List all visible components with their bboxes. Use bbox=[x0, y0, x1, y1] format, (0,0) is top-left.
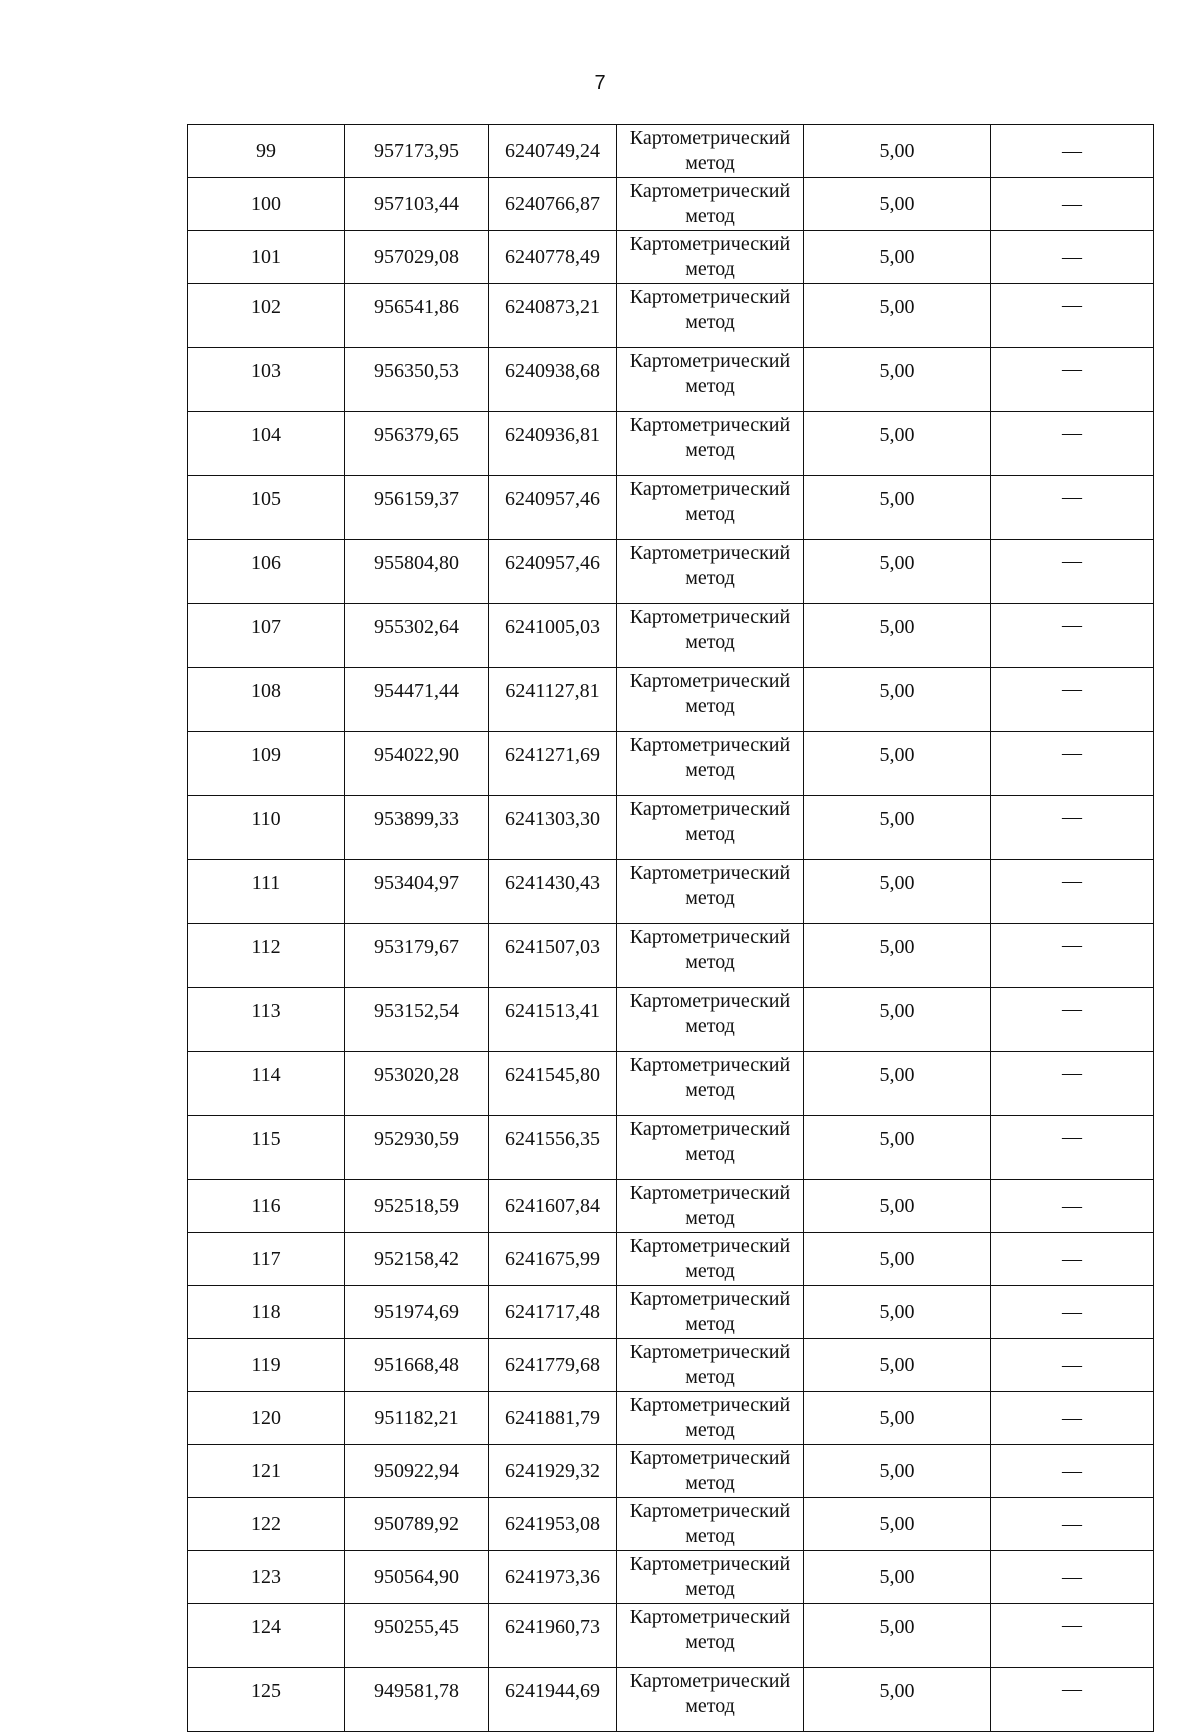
y-coordinate-cell: 6241717,48 bbox=[489, 1286, 617, 1339]
note-dash-cell: — bbox=[991, 796, 1154, 860]
accuracy-cell: 5,00 bbox=[804, 732, 991, 796]
method-cell: Картометрический метод bbox=[617, 540, 804, 604]
note-dash-cell: — bbox=[991, 1551, 1154, 1604]
table-row bbox=[188, 1551, 1154, 1604]
note-dash-cell: — bbox=[991, 1498, 1154, 1551]
accuracy-cell: 5,00 bbox=[804, 796, 991, 860]
table-row bbox=[188, 412, 1154, 476]
table-row bbox=[188, 924, 1154, 988]
point-number-cell: 120 bbox=[188, 1392, 345, 1445]
note-dash-cell: — bbox=[991, 732, 1154, 796]
table-row bbox=[188, 1604, 1154, 1668]
method-cell: Картометрический метод bbox=[617, 1233, 804, 1286]
accuracy-cell: 5,00 bbox=[804, 1286, 991, 1339]
y-coordinate-cell: 6241973,36 bbox=[489, 1551, 617, 1604]
method-cell: Картометрический метод bbox=[617, 1180, 804, 1233]
method-cell: Картометрический метод bbox=[617, 1392, 804, 1445]
accuracy-cell: 5,00 bbox=[804, 348, 991, 412]
point-number-cell: 109 bbox=[188, 732, 345, 796]
method-cell: Картометрический метод bbox=[617, 178, 804, 231]
point-number-cell: 110 bbox=[188, 796, 345, 860]
x-coordinate-cell: 950789,92 bbox=[345, 1498, 489, 1551]
method-cell: Картометрический метод bbox=[617, 1052, 804, 1116]
table-row bbox=[188, 1286, 1154, 1339]
accuracy-cell: 5,00 bbox=[804, 412, 991, 476]
note-dash-cell: — bbox=[991, 540, 1154, 604]
x-coordinate-cell: 950255,45 bbox=[345, 1604, 489, 1668]
method-cell: Картометрический метод bbox=[617, 1551, 804, 1604]
accuracy-cell: 5,00 bbox=[804, 988, 991, 1052]
y-coordinate-cell: 6241675,99 bbox=[489, 1233, 617, 1286]
accuracy-cell: 5,00 bbox=[804, 1668, 991, 1732]
method-cell: Картометрический метод bbox=[617, 732, 804, 796]
note-dash-cell: — bbox=[991, 1180, 1154, 1233]
method-cell: Картометрический метод bbox=[617, 924, 804, 988]
table-row bbox=[188, 1668, 1154, 1732]
note-dash-cell: — bbox=[991, 1604, 1154, 1668]
y-coordinate-cell: 6240873,21 bbox=[489, 284, 617, 348]
coordinates-table bbox=[187, 124, 1154, 1732]
x-coordinate-cell: 953152,54 bbox=[345, 988, 489, 1052]
point-number-cell: 121 bbox=[188, 1445, 345, 1498]
note-dash-cell: — bbox=[991, 1339, 1154, 1392]
point-number-cell: 114 bbox=[188, 1052, 345, 1116]
note-dash-cell: — bbox=[991, 1233, 1154, 1286]
x-coordinate-cell: 953404,97 bbox=[345, 860, 489, 924]
point-number-cell: 99 bbox=[188, 125, 345, 178]
x-coordinate-cell: 957103,44 bbox=[345, 178, 489, 231]
point-number-cell: 118 bbox=[188, 1286, 345, 1339]
y-coordinate-cell: 6241507,03 bbox=[489, 924, 617, 988]
method-cell: Картометрический метод bbox=[617, 668, 804, 732]
x-coordinate-cell: 952930,59 bbox=[345, 1116, 489, 1180]
note-dash-cell: — bbox=[991, 1116, 1154, 1180]
table-row bbox=[188, 476, 1154, 540]
accuracy-cell: 5,00 bbox=[804, 284, 991, 348]
x-coordinate-cell: 954022,90 bbox=[345, 732, 489, 796]
x-coordinate-cell: 957029,08 bbox=[345, 231, 489, 284]
method-cell: Картометрический метод bbox=[617, 1498, 804, 1551]
method-cell: Картометрический метод bbox=[617, 860, 804, 924]
point-number-cell: 119 bbox=[188, 1339, 345, 1392]
y-coordinate-cell: 6241953,08 bbox=[489, 1498, 617, 1551]
table-row bbox=[188, 796, 1154, 860]
table-row bbox=[188, 1498, 1154, 1551]
table-row bbox=[188, 348, 1154, 412]
point-number-cell: 123 bbox=[188, 1551, 345, 1604]
table-row bbox=[188, 604, 1154, 668]
x-coordinate-cell: 953899,33 bbox=[345, 796, 489, 860]
y-coordinate-cell: 6240936,81 bbox=[489, 412, 617, 476]
x-coordinate-cell: 957173,95 bbox=[345, 125, 489, 178]
method-cell: Картометрический метод bbox=[617, 796, 804, 860]
y-coordinate-cell: 6241929,32 bbox=[489, 1445, 617, 1498]
point-number-cell: 112 bbox=[188, 924, 345, 988]
accuracy-cell: 5,00 bbox=[804, 924, 991, 988]
point-number-cell: 115 bbox=[188, 1116, 345, 1180]
table-row bbox=[188, 540, 1154, 604]
y-coordinate-cell: 6240938,68 bbox=[489, 348, 617, 412]
table-row bbox=[188, 732, 1154, 796]
point-number-cell: 105 bbox=[188, 476, 345, 540]
note-dash-cell: — bbox=[991, 348, 1154, 412]
point-number-cell: 102 bbox=[188, 284, 345, 348]
point-number-cell: 125 bbox=[188, 1668, 345, 1732]
method-cell: Картометрический метод bbox=[617, 125, 804, 178]
table-row bbox=[188, 860, 1154, 924]
point-number-cell: 117 bbox=[188, 1233, 345, 1286]
accuracy-cell: 5,00 bbox=[804, 1233, 991, 1286]
x-coordinate-cell: 955804,80 bbox=[345, 540, 489, 604]
point-number-cell: 124 bbox=[188, 1604, 345, 1668]
method-cell: Картометрический метод bbox=[617, 348, 804, 412]
table-row bbox=[188, 231, 1154, 284]
y-coordinate-cell: 6240778,49 bbox=[489, 231, 617, 284]
x-coordinate-cell: 951974,69 bbox=[345, 1286, 489, 1339]
x-coordinate-cell: 956379,65 bbox=[345, 412, 489, 476]
accuracy-cell: 5,00 bbox=[804, 1445, 991, 1498]
point-number-cell: 113 bbox=[188, 988, 345, 1052]
x-coordinate-cell: 949581,78 bbox=[345, 1668, 489, 1732]
method-cell: Картометрический метод bbox=[617, 604, 804, 668]
accuracy-cell: 5,00 bbox=[804, 476, 991, 540]
note-dash-cell: — bbox=[991, 604, 1154, 668]
table-row bbox=[188, 988, 1154, 1052]
y-coordinate-cell: 6241303,30 bbox=[489, 796, 617, 860]
y-coordinate-cell: 6241271,69 bbox=[489, 732, 617, 796]
point-number-cell: 106 bbox=[188, 540, 345, 604]
x-coordinate-cell: 956541,86 bbox=[345, 284, 489, 348]
method-cell: Картометрический метод bbox=[617, 1286, 804, 1339]
method-cell: Картометрический метод bbox=[617, 412, 804, 476]
x-coordinate-cell: 951182,21 bbox=[345, 1392, 489, 1445]
x-coordinate-cell: 956159,37 bbox=[345, 476, 489, 540]
y-coordinate-cell: 6240766,87 bbox=[489, 178, 617, 231]
x-coordinate-cell: 956350,53 bbox=[345, 348, 489, 412]
y-coordinate-cell: 6241513,41 bbox=[489, 988, 617, 1052]
x-coordinate-cell: 952518,59 bbox=[345, 1180, 489, 1233]
note-dash-cell: — bbox=[991, 924, 1154, 988]
accuracy-cell: 5,00 bbox=[804, 1604, 991, 1668]
accuracy-cell: 5,00 bbox=[804, 668, 991, 732]
x-coordinate-cell: 950564,90 bbox=[345, 1551, 489, 1604]
x-coordinate-cell: 952158,42 bbox=[345, 1233, 489, 1286]
table-row bbox=[188, 1339, 1154, 1392]
x-coordinate-cell: 950922,94 bbox=[345, 1445, 489, 1498]
y-coordinate-cell: 6241881,79 bbox=[489, 1392, 617, 1445]
note-dash-cell: — bbox=[991, 1052, 1154, 1116]
method-cell: Картометрический метод bbox=[617, 1604, 804, 1668]
note-dash-cell: — bbox=[991, 1286, 1154, 1339]
x-coordinate-cell: 953020,28 bbox=[345, 1052, 489, 1116]
note-dash-cell: — bbox=[991, 1668, 1154, 1732]
table-row bbox=[188, 668, 1154, 732]
y-coordinate-cell: 6241005,03 bbox=[489, 604, 617, 668]
table-row bbox=[188, 1052, 1154, 1116]
point-number-cell: 103 bbox=[188, 348, 345, 412]
accuracy-cell: 5,00 bbox=[804, 178, 991, 231]
accuracy-cell: 5,00 bbox=[804, 1116, 991, 1180]
x-coordinate-cell: 951668,48 bbox=[345, 1339, 489, 1392]
note-dash-cell: — bbox=[991, 1392, 1154, 1445]
accuracy-cell: 5,00 bbox=[804, 1392, 991, 1445]
method-cell: Картометрический метод bbox=[617, 988, 804, 1052]
method-cell: Картометрический метод bbox=[617, 1339, 804, 1392]
x-coordinate-cell: 953179,67 bbox=[345, 924, 489, 988]
table-row bbox=[188, 1445, 1154, 1498]
note-dash-cell: — bbox=[991, 178, 1154, 231]
method-cell: Картометрический метод bbox=[617, 1445, 804, 1498]
y-coordinate-cell: 6241944,69 bbox=[489, 1668, 617, 1732]
accuracy-cell: 5,00 bbox=[804, 1339, 991, 1392]
point-number-cell: 108 bbox=[188, 668, 345, 732]
accuracy-cell: 5,00 bbox=[804, 540, 991, 604]
method-cell: Картометрический метод bbox=[617, 1116, 804, 1180]
note-dash-cell: — bbox=[991, 412, 1154, 476]
accuracy-cell: 5,00 bbox=[804, 1180, 991, 1233]
note-dash-cell: — bbox=[991, 284, 1154, 348]
y-coordinate-cell: 6241556,35 bbox=[489, 1116, 617, 1180]
point-number-cell: 111 bbox=[188, 860, 345, 924]
accuracy-cell: 5,00 bbox=[804, 1551, 991, 1604]
y-coordinate-cell: 6240957,46 bbox=[489, 540, 617, 604]
table-row bbox=[188, 1233, 1154, 1286]
note-dash-cell: — bbox=[991, 125, 1154, 178]
y-coordinate-cell: 6241545,80 bbox=[489, 1052, 617, 1116]
note-dash-cell: — bbox=[991, 1445, 1154, 1498]
point-number-cell: 104 bbox=[188, 412, 345, 476]
point-number-cell: 122 bbox=[188, 1498, 345, 1551]
x-coordinate-cell: 954471,44 bbox=[345, 668, 489, 732]
y-coordinate-cell: 6240957,46 bbox=[489, 476, 617, 540]
accuracy-cell: 5,00 bbox=[804, 125, 991, 178]
accuracy-cell: 5,00 bbox=[804, 1052, 991, 1116]
table-row bbox=[188, 125, 1154, 178]
coordinates-table-body bbox=[188, 125, 1154, 1732]
point-number-cell: 101 bbox=[188, 231, 345, 284]
table-row bbox=[188, 1392, 1154, 1445]
point-number-cell: 107 bbox=[188, 604, 345, 668]
y-coordinate-cell: 6240749,24 bbox=[489, 125, 617, 178]
point-number-cell: 116 bbox=[188, 1180, 345, 1233]
note-dash-cell: — bbox=[991, 476, 1154, 540]
method-cell: Картометрический метод bbox=[617, 231, 804, 284]
note-dash-cell: — bbox=[991, 988, 1154, 1052]
point-number-cell: 100 bbox=[188, 178, 345, 231]
note-dash-cell: — bbox=[991, 231, 1154, 284]
y-coordinate-cell: 6241430,43 bbox=[489, 860, 617, 924]
accuracy-cell: 5,00 bbox=[804, 860, 991, 924]
method-cell: Картометрический метод bbox=[617, 284, 804, 348]
method-cell: Картометрический метод bbox=[617, 1668, 804, 1732]
table-row bbox=[188, 1180, 1154, 1233]
x-coordinate-cell: 955302,64 bbox=[345, 604, 489, 668]
y-coordinate-cell: 6241127,81 bbox=[489, 668, 617, 732]
table-row bbox=[188, 178, 1154, 231]
y-coordinate-cell: 6241607,84 bbox=[489, 1180, 617, 1233]
y-coordinate-cell: 6241960,73 bbox=[489, 1604, 617, 1668]
table-row bbox=[188, 284, 1154, 348]
y-coordinate-cell: 6241779,68 bbox=[489, 1339, 617, 1392]
note-dash-cell: — bbox=[991, 668, 1154, 732]
accuracy-cell: 5,00 bbox=[804, 231, 991, 284]
note-dash-cell: — bbox=[991, 860, 1154, 924]
accuracy-cell: 5,00 bbox=[804, 604, 991, 668]
table-row bbox=[188, 1116, 1154, 1180]
page-number: 7 bbox=[594, 72, 606, 94]
method-cell: Картометрический метод bbox=[617, 476, 804, 540]
accuracy-cell: 5,00 bbox=[804, 1498, 991, 1551]
